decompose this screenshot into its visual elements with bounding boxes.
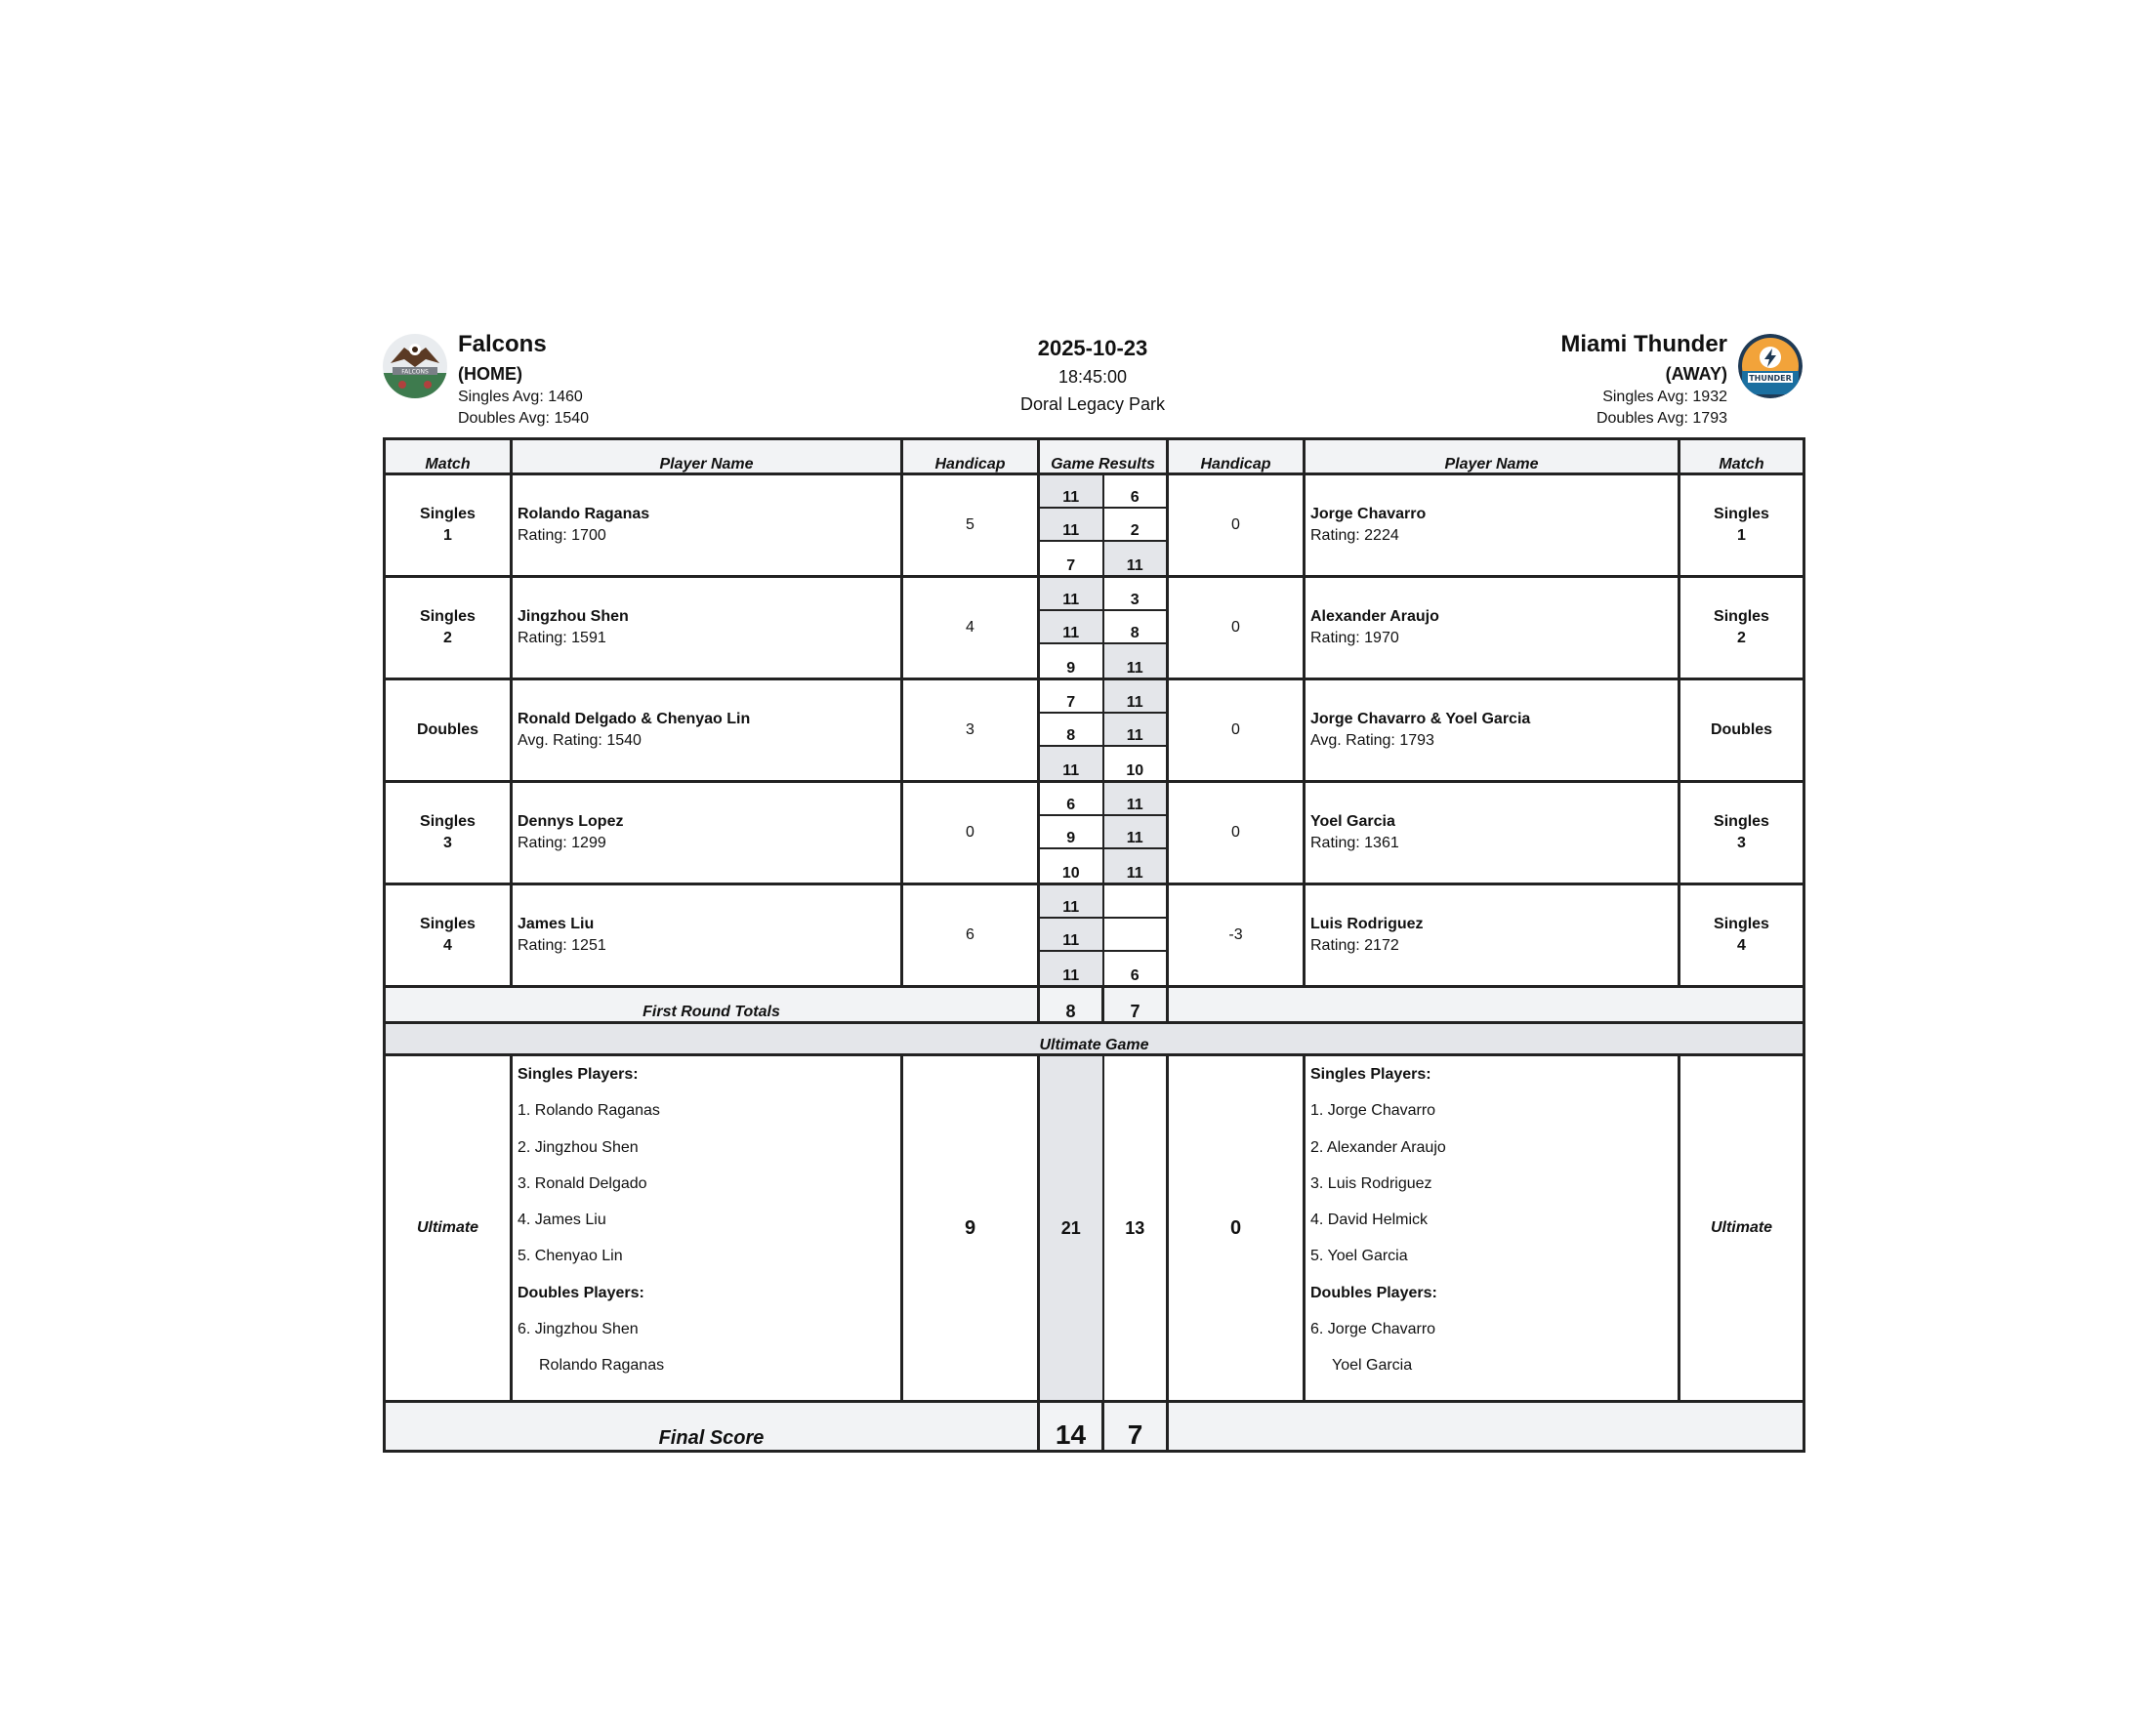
home-ultimate-lineup xyxy=(512,1055,902,1402)
away-game-score: 11 xyxy=(1104,816,1167,849)
match-row xyxy=(385,474,1804,577)
header-game-results: Game Results xyxy=(1039,439,1168,474)
lineup-heading: Singles Players: xyxy=(1310,1066,1431,1083)
away-handicap: 0 xyxy=(1168,679,1305,782)
home-game-score: 11 xyxy=(1040,885,1102,919)
away-player-name: Yoel Garcia xyxy=(1310,813,1395,830)
falcons-logo-text: FALCONS xyxy=(401,368,429,376)
away-player-name: Alexander Araujo xyxy=(1310,608,1439,625)
home-doubles-avg: Doubles Avg: 1540 xyxy=(458,410,590,427)
lineup-player: 6. Jingzhou Shen xyxy=(518,1321,639,1338)
away-game-scores xyxy=(1103,679,1168,782)
home-player-rating: Rating: 1299 xyxy=(518,835,606,851)
away-player-cell xyxy=(1305,782,1679,884)
home-player-name: Dennys Lopez xyxy=(518,813,624,830)
home-game-score: 11 xyxy=(1040,475,1102,509)
away-ultimate-score: 13 xyxy=(1103,1055,1168,1402)
ultimate-game-title: Ultimate Game xyxy=(385,1023,1804,1055)
lineup-player: 2. Alexander Araujo xyxy=(1310,1138,1446,1156)
away-team-info xyxy=(1560,330,1727,430)
home-game-score: 6 xyxy=(1040,783,1102,816)
home-player-name: Jingzhou Shen xyxy=(518,608,629,625)
final-score-row xyxy=(385,1402,1804,1452)
home-handicap: 4 xyxy=(902,577,1039,679)
home-ultimate-handicap: 9 xyxy=(902,1055,1039,1402)
first-round-totals-label: First Round Totals xyxy=(385,987,1039,1023)
home-player-rating: Rating: 1591 xyxy=(518,630,606,646)
away-team-side: (AWAY) xyxy=(1665,364,1727,384)
home-match-type xyxy=(385,782,512,884)
away-game-score: 11 xyxy=(1104,849,1167,883)
away-game-score: 11 xyxy=(1104,542,1167,575)
match-row xyxy=(385,577,1804,679)
home-player-rating: Rating: 1700 xyxy=(518,527,606,544)
match-number: 3 xyxy=(443,835,452,851)
home-match-type xyxy=(385,679,512,782)
away-game-score: 2 xyxy=(1104,509,1167,542)
home-game-score: 11 xyxy=(1040,952,1102,985)
away-player-rating: Rating: 2224 xyxy=(1310,527,1399,544)
results-table xyxy=(383,437,1805,1453)
away-singles-avg: Singles Avg: 1932 xyxy=(1602,389,1727,405)
match-number: 1 xyxy=(443,527,452,544)
home-player-name: Rolando Raganas xyxy=(518,506,650,522)
home-game-scores xyxy=(1039,577,1103,679)
away-game-score: 10 xyxy=(1104,747,1167,780)
home-player-cell xyxy=(512,782,902,884)
away-game-score: 8 xyxy=(1104,611,1167,644)
away-game-scores xyxy=(1103,782,1168,884)
lineup-player: 1. Jorge Chavarro xyxy=(1310,1102,1436,1120)
home-singles-avg: Singles Avg: 1460 xyxy=(458,389,583,405)
final-home-score: 14 xyxy=(1039,1402,1103,1452)
away-handicap: -3 xyxy=(1168,884,1305,987)
header-handicap-home: Handicap xyxy=(902,439,1039,474)
away-ultimate-lineup xyxy=(1305,1055,1679,1402)
home-player-name: Ronald Delgado & Chenyao Lin xyxy=(518,711,751,727)
home-game-score: 9 xyxy=(1040,644,1102,678)
lineup-player: 3. Ronald Delgado xyxy=(518,1174,647,1192)
scoresheet-header xyxy=(383,330,1803,437)
match-type-label: Singles xyxy=(1714,506,1769,522)
away-game-scores xyxy=(1103,884,1168,987)
away-match-type xyxy=(1679,782,1804,884)
home-player-cell xyxy=(512,474,902,577)
home-game-scores xyxy=(1039,679,1103,782)
away-doubles-avg: Doubles Avg: 1793 xyxy=(1596,410,1727,427)
home-game-score: 9 xyxy=(1040,816,1102,849)
away-player-cell xyxy=(1305,679,1679,782)
away-match-type xyxy=(1679,577,1804,679)
away-player-cell xyxy=(1305,474,1679,577)
lineup-player: 5. Chenyao Lin xyxy=(518,1248,623,1265)
match-number: 2 xyxy=(443,630,452,646)
away-game-score xyxy=(1104,919,1167,952)
match-type-label: Singles xyxy=(420,506,476,522)
first-round-home-total: 8 xyxy=(1039,987,1103,1023)
away-player-rating: Rating: 1970 xyxy=(1310,630,1399,646)
away-match-type xyxy=(1679,474,1804,577)
ultimate-header-row xyxy=(385,1023,1804,1055)
match-type-label: Singles xyxy=(420,608,476,625)
match-date: 2025-10-23 xyxy=(1037,336,1148,360)
home-game-scores xyxy=(1039,884,1103,987)
home-game-score: 11 xyxy=(1040,509,1102,542)
thunder-lightning-logo xyxy=(1738,334,1803,398)
match-type-label: Singles xyxy=(420,916,476,932)
away-handicap: 0 xyxy=(1168,474,1305,577)
away-player-rating: Avg. Rating: 1793 xyxy=(1310,732,1434,749)
away-player-rating: Rating: 1361 xyxy=(1310,835,1399,851)
thunder-logo-text: THUNDER xyxy=(1749,374,1792,383)
away-game-score: 11 xyxy=(1104,783,1167,816)
away-game-score: 3 xyxy=(1104,578,1167,611)
away-game-score: 11 xyxy=(1104,714,1167,747)
header-player-away: Player Name xyxy=(1305,439,1679,474)
away-game-score: 6 xyxy=(1104,952,1167,985)
away-player-rating: Rating: 2172 xyxy=(1310,937,1399,954)
away-player-cell xyxy=(1305,884,1679,987)
home-game-score: 7 xyxy=(1040,680,1102,714)
home-player-cell xyxy=(512,577,902,679)
match-row xyxy=(385,679,1804,782)
lineup-player: 3. Luis Rodriguez xyxy=(1310,1174,1432,1192)
lineup-heading: Singles Players: xyxy=(518,1066,639,1083)
home-ultimate-score: 21 xyxy=(1039,1055,1103,1402)
lineup-player: 5. Yoel Garcia xyxy=(1310,1248,1408,1265)
home-game-scores xyxy=(1039,474,1103,577)
away-game-score xyxy=(1104,885,1167,919)
lineup-heading: Doubles Players: xyxy=(1310,1284,1437,1301)
home-team-name: Falcons xyxy=(458,331,547,357)
home-player-name: James Liu xyxy=(518,916,595,932)
home-player-cell xyxy=(512,679,902,782)
away-player-name: Jorge Chavarro & Yoel Garcia xyxy=(1310,711,1531,727)
home-game-score: 7 xyxy=(1040,542,1102,575)
home-game-scores xyxy=(1039,782,1103,884)
away-player-name: Jorge Chavarro xyxy=(1310,506,1427,522)
lineup-player: Rolando Raganas xyxy=(539,1357,665,1375)
match-number: 2 xyxy=(1737,630,1746,646)
first-round-away-total: 7 xyxy=(1103,987,1168,1023)
table-header-row xyxy=(385,439,1804,474)
header-match-away: Match xyxy=(1679,439,1804,474)
home-game-score: 11 xyxy=(1040,747,1102,780)
match-type-label: Doubles xyxy=(1710,721,1773,738)
home-handicap: 3 xyxy=(902,679,1039,782)
home-game-score: 11 xyxy=(1040,611,1102,644)
home-player-cell xyxy=(512,884,902,987)
home-game-score: 11 xyxy=(1040,919,1102,952)
match-number: 4 xyxy=(1737,937,1746,954)
away-player-name: Luis Rodriguez xyxy=(1310,916,1424,932)
home-handicap: 6 xyxy=(902,884,1039,987)
header-player-home: Player Name xyxy=(512,439,902,474)
lineup-player: 6. Jorge Chavarro xyxy=(1310,1321,1436,1338)
home-match-type xyxy=(385,474,512,577)
match-row xyxy=(385,782,1804,884)
home-game-score: 8 xyxy=(1040,714,1102,747)
first-round-blank xyxy=(1168,987,1804,1023)
away-game-score: 6 xyxy=(1104,475,1167,509)
home-game-score: 10 xyxy=(1040,849,1102,883)
home-game-score: 11 xyxy=(1040,578,1102,611)
away-handicap: 0 xyxy=(1168,577,1305,679)
match-type-label: Singles xyxy=(1714,916,1769,932)
away-game-scores xyxy=(1103,577,1168,679)
lineup-player: 1. Rolando Raganas xyxy=(518,1102,660,1120)
away-ultimate-label: Ultimate xyxy=(1679,1055,1804,1402)
away-game-score: 11 xyxy=(1104,680,1167,714)
match-type-label: Singles xyxy=(420,813,476,830)
away-handicap: 0 xyxy=(1168,782,1305,884)
home-team-side: (HOME) xyxy=(458,364,522,384)
match-time: 18:45:00 xyxy=(1057,367,1128,387)
away-team-name: Miami Thunder xyxy=(1560,331,1727,357)
away-game-score: 11 xyxy=(1104,644,1167,678)
home-match-type xyxy=(385,884,512,987)
home-player-rating: Avg. Rating: 1540 xyxy=(518,732,642,749)
lineup-player: 4. David Helmick xyxy=(1310,1212,1429,1229)
away-ultimate-handicap: 0 xyxy=(1168,1055,1305,1402)
lineup-player: 4. James Liu xyxy=(518,1212,606,1229)
scoresheet xyxy=(383,330,1803,1453)
final-away-score: 7 xyxy=(1103,1402,1168,1452)
home-player-rating: Rating: 1251 xyxy=(518,937,606,954)
match-type-label: Singles xyxy=(1714,608,1769,625)
away-player-cell xyxy=(1305,577,1679,679)
match-number: 1 xyxy=(1737,527,1746,544)
lineup-heading: Doubles Players: xyxy=(518,1284,644,1301)
match-venue: Doral Legacy Park xyxy=(1019,394,1166,414)
home-ultimate-label: Ultimate xyxy=(385,1055,512,1402)
match-row xyxy=(385,884,1804,987)
away-match-type xyxy=(1679,884,1804,987)
ultimate-row xyxy=(385,1055,1804,1402)
header-match-home: Match xyxy=(385,439,512,474)
match-number: 3 xyxy=(1737,835,1746,851)
first-round-totals-row xyxy=(385,987,1804,1023)
away-match-type xyxy=(1679,679,1804,782)
away-game-scores xyxy=(1103,474,1168,577)
header-handicap-away: Handicap xyxy=(1168,439,1305,474)
match-type-label: Doubles xyxy=(416,721,479,738)
home-match-type xyxy=(385,577,512,679)
home-handicap: 0 xyxy=(902,782,1039,884)
lineup-player: 2. Jingzhou Shen xyxy=(518,1138,639,1156)
final-score-blank xyxy=(1168,1402,1804,1452)
home-handicap: 5 xyxy=(902,474,1039,577)
final-score-label: Final Score xyxy=(385,1402,1039,1452)
lineup-player: Yoel Garcia xyxy=(1332,1357,1413,1375)
match-number: 4 xyxy=(443,937,452,954)
match-type-label: Singles xyxy=(1714,813,1769,830)
